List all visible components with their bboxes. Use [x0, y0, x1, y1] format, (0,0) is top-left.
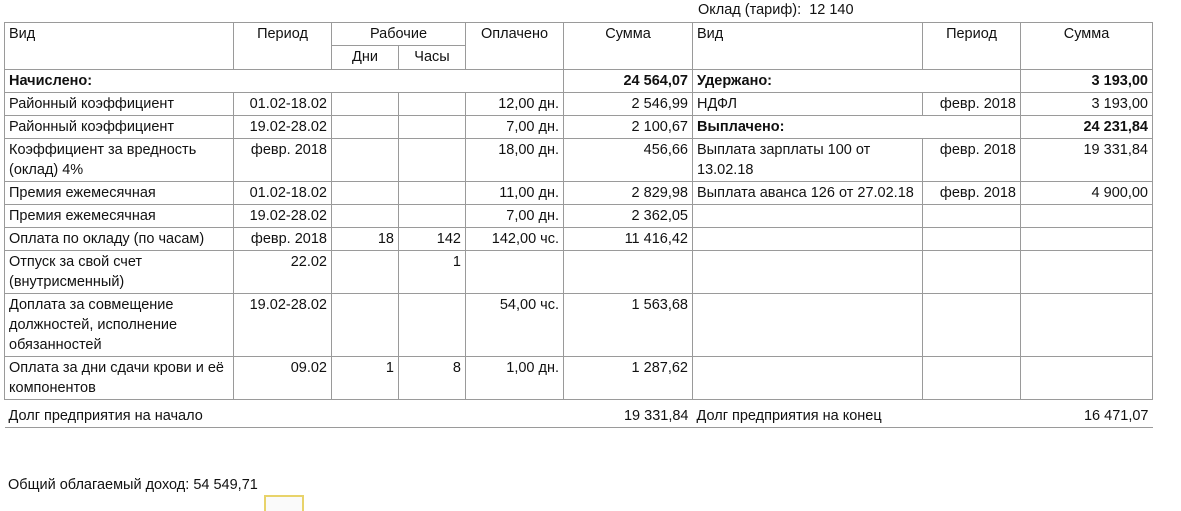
- table-row: [5, 251, 1153, 294]
- row-days: 18: [332, 228, 399, 251]
- row-days: 1: [332, 357, 399, 400]
- row-type: Оплата за дни сдачи крови и её компонентов: [5, 357, 234, 400]
- row-hours: [399, 93, 466, 116]
- row-right-period: [923, 251, 1021, 294]
- row-period: 19.02-28.02: [234, 205, 332, 228]
- col-period-header: Период: [234, 23, 332, 70]
- row-sum: 2 100,67: [564, 116, 693, 139]
- row-type: Районный коэффициент: [5, 116, 234, 139]
- row-hours: [399, 205, 466, 228]
- row-right-sum: 24 231,84: [1021, 116, 1153, 139]
- payslip-table: [4, 22, 1153, 428]
- table-row: [5, 139, 1153, 182]
- row-sum: 1 287,62: [564, 357, 693, 400]
- totals-row: [5, 70, 1153, 93]
- row-type: Коэффициент за вредность (оклад) 4%: [5, 139, 234, 182]
- table-row: [5, 228, 1153, 251]
- row-days: [332, 116, 399, 139]
- salary-info: [698, 2, 854, 18]
- table-row: [5, 182, 1153, 205]
- row-right-period: февр. 2018: [923, 182, 1021, 205]
- accrued-label: Начислено:: [5, 70, 564, 93]
- taxable-label: Общий облагаемый доход:: [8, 477, 190, 493]
- row-type: Доплата за совмещение должностей, исполнение обязанностей: [5, 294, 234, 357]
- debt-start-label: Долг предприятия на начало: [5, 400, 564, 428]
- row-sum: 456,66: [564, 139, 693, 182]
- row-right-sum: [1021, 294, 1153, 357]
- taxable-income: [8, 477, 258, 493]
- row-right-type: Выплата аванса 126 от 27.02.18: [693, 182, 923, 205]
- row-right-type: Выплата зарплаты 100 от 13.02.18: [693, 139, 923, 182]
- row-right-type: Выплачено:: [693, 116, 1021, 139]
- row-paid: 54,00 чс.: [466, 294, 564, 357]
- row-period: 19.02-28.02: [234, 116, 332, 139]
- row-paid: 7,00 дн.: [466, 205, 564, 228]
- row-right-period: февр. 2018: [923, 139, 1021, 182]
- withheld-label: Удержано:: [693, 70, 1021, 93]
- row-days: [332, 93, 399, 116]
- row-right-sum: 4 900,00: [1021, 182, 1153, 205]
- row-type: Премия ежемесячная: [5, 182, 234, 205]
- row-right-type: [693, 251, 923, 294]
- row-right-type: [693, 205, 923, 228]
- row-hours: [399, 182, 466, 205]
- row-days: [332, 205, 399, 228]
- withheld-total: 3 193,00: [1021, 70, 1153, 93]
- row-days: [332, 294, 399, 357]
- col-right-sum-header: Сумма: [1021, 23, 1153, 70]
- row-right-sum: [1021, 251, 1153, 294]
- row-sum: 2 362,05: [564, 205, 693, 228]
- debt-end-value: 16 471,07: [1021, 400, 1153, 428]
- row-type: Районный коэффициент: [5, 93, 234, 116]
- row-sum: [564, 251, 693, 294]
- table-row: [5, 116, 1153, 139]
- row-paid: 18,00 дн.: [466, 139, 564, 182]
- row-type: Оплата по окладу (по часам): [5, 228, 234, 251]
- row-days: [332, 139, 399, 182]
- row-hours: 142: [399, 228, 466, 251]
- header-row: [5, 23, 1153, 46]
- row-paid: 12,00 дн.: [466, 93, 564, 116]
- salary-value: 12 140: [809, 2, 854, 18]
- row-sum: 11 416,42: [564, 228, 693, 251]
- row-right-type: НДФЛ: [693, 93, 923, 116]
- row-period: 01.02-18.02: [234, 93, 332, 116]
- col-days-header: Дни: [332, 46, 399, 70]
- table-row: [5, 294, 1153, 357]
- row-hours: 8: [399, 357, 466, 400]
- row-right-type: [693, 294, 923, 357]
- debt-start-value: 19 331,84: [564, 400, 693, 428]
- col-hours-header: Часы: [399, 46, 466, 70]
- row-type: Отпуск за свой счет (внутрисменный): [5, 251, 234, 294]
- salary-label: Оклад (тариф):: [698, 2, 802, 18]
- row-hours: [399, 294, 466, 357]
- row-period: 19.02-28.02: [234, 294, 332, 357]
- table-row: [5, 205, 1153, 228]
- row-type: Премия ежемесячная: [5, 205, 234, 228]
- row-right-period: [923, 294, 1021, 357]
- row-hours: 1: [399, 251, 466, 294]
- col-right-period-header: Период: [923, 23, 1021, 70]
- col-paid-header: Оплачено: [466, 23, 564, 70]
- col-type-header: Вид: [5, 23, 234, 70]
- row-hours: [399, 116, 466, 139]
- row-paid: 1,00 дн.: [466, 357, 564, 400]
- row-paid: [466, 251, 564, 294]
- row-days: [332, 182, 399, 205]
- row-right-type: [693, 357, 923, 400]
- row-period: 01.02-18.02: [234, 182, 332, 205]
- row-sum: 2 546,99: [564, 93, 693, 116]
- row-period: 22.02: [234, 251, 332, 294]
- row-right-sum: 3 193,00: [1021, 93, 1153, 116]
- cell-cursor[interactable]: [264, 495, 304, 511]
- row-right-sum: [1021, 228, 1153, 251]
- row-period: февр. 2018: [234, 139, 332, 182]
- row-paid: 7,00 дн.: [466, 116, 564, 139]
- row-days: [332, 251, 399, 294]
- table-row: [5, 93, 1153, 116]
- col-right-type-header: Вид: [693, 23, 923, 70]
- row-right-sum: [1021, 205, 1153, 228]
- row-paid: 11,00 дн.: [466, 182, 564, 205]
- col-sum-header: Сумма: [564, 23, 693, 70]
- accrued-total: 24 564,07: [564, 70, 693, 93]
- row-hours: [399, 139, 466, 182]
- row-period: февр. 2018: [234, 228, 332, 251]
- debt-row: [5, 400, 1153, 428]
- col-working-header: Рабочие: [332, 23, 466, 46]
- row-sum: 1 563,68: [564, 294, 693, 357]
- row-paid: 142,00 чс.: [466, 228, 564, 251]
- row-right-period: февр. 2018: [923, 93, 1021, 116]
- row-right-period: [923, 357, 1021, 400]
- row-right-period: [923, 205, 1021, 228]
- debt-end-label: Долг предприятия на конец: [693, 400, 1021, 428]
- table-row: [5, 357, 1153, 400]
- row-right-period: [923, 228, 1021, 251]
- row-right-type: [693, 228, 923, 251]
- row-period: 09.02: [234, 357, 332, 400]
- row-sum: 2 829,98: [564, 182, 693, 205]
- row-right-sum: [1021, 357, 1153, 400]
- taxable-value: 54 549,71: [193, 477, 258, 493]
- row-right-sum: 19 331,84: [1021, 139, 1153, 182]
